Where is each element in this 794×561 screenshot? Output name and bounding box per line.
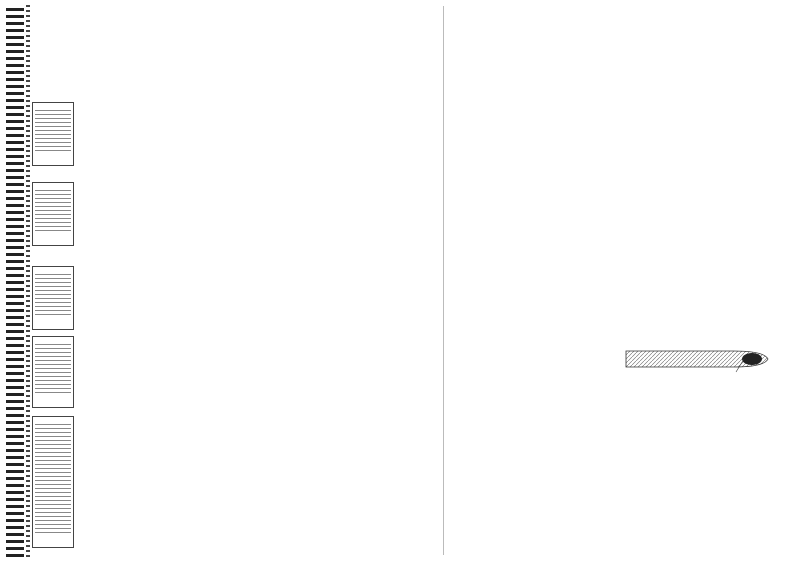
room-label <box>33 337 73 339</box>
root-cap <box>742 353 762 365</box>
exam-no-field[interactable] <box>32 266 74 330</box>
seat-label <box>33 417 73 419</box>
binding-margin <box>6 4 72 557</box>
name-field[interactable] <box>32 182 74 246</box>
root-tip-figure <box>624 345 774 373</box>
binding-dashes <box>26 4 30 557</box>
lens-figure <box>254 18 438 54</box>
exam-no-label <box>33 267 73 269</box>
page-divider <box>443 6 444 555</box>
exam-no-box <box>35 271 71 315</box>
room-field[interactable] <box>32 336 74 408</box>
binding-strip <box>6 4 24 557</box>
page-1 <box>104 0 438 54</box>
name-label <box>33 183 73 185</box>
school-label <box>33 103 73 105</box>
seat-box <box>35 421 71 533</box>
school-field[interactable] <box>32 102 74 166</box>
name-box <box>35 187 71 231</box>
seat-field[interactable] <box>32 416 74 548</box>
page-2 <box>450 0 786 38</box>
room-box <box>35 341 71 393</box>
school-box <box>35 107 71 151</box>
